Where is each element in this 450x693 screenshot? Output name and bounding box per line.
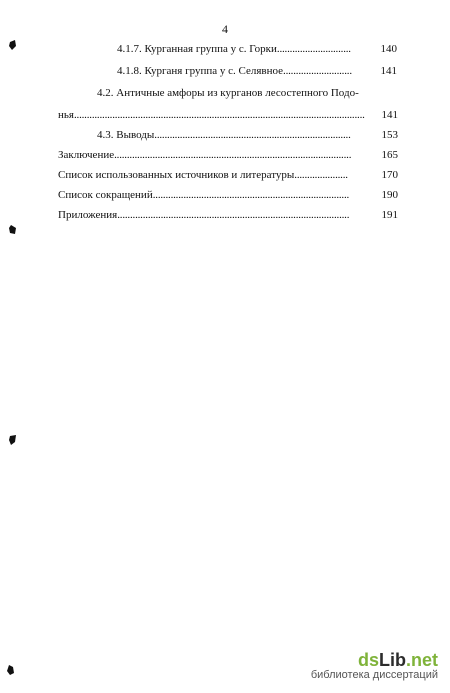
- watermark-subtitle: библиотека диссертаций: [310, 669, 438, 681]
- logo-lib: Lib: [378, 650, 406, 670]
- toc-entry-page: 141: [381, 109, 398, 121]
- toc-entry-title: Список сокращений: [58, 189, 153, 201]
- toc-entry-title: 4.1.8. Курганя группа у с. Селявное: [117, 65, 284, 77]
- toc-entry-sources: [58, 168, 364, 182]
- toc-entry-page: 165: [381, 149, 398, 161]
- toc-entry-leader: .............................................................................: [154, 129, 351, 141]
- toc-entry-4-1-7: [117, 42, 397, 56]
- page-number: 4: [222, 22, 228, 36]
- toc-entry-title: 4.1.7. Курганная группа у с. Горки: [117, 43, 277, 55]
- toc-entry-title: 4.3. Выводы: [97, 129, 155, 141]
- dslib-logo: [311, 650, 438, 671]
- dslib-watermark: [311, 650, 438, 681]
- toc-entry-leader: ..................................................................................................................: [73, 109, 365, 121]
- binding-mark-icon: [9, 435, 17, 445]
- binding-mark-icon: [9, 225, 17, 235]
- toc-entry-appendices: [58, 208, 364, 222]
- toc-entry-4-1-8: [117, 64, 397, 78]
- toc-entry-leader: ...........................................................................................: [117, 209, 350, 221]
- toc-entry-title: Заключение: [58, 149, 115, 161]
- toc-entry-leader: ...........................: [283, 65, 352, 77]
- toc-entry-title: Список использованных источников и литературы: [58, 169, 295, 181]
- toc-entry-leader: .....................: [294, 169, 348, 181]
- toc-entry-4-3: [97, 128, 365, 142]
- binding-mark-icon: [7, 665, 15, 675]
- toc-entry-leader: .............................................................................: [152, 189, 350, 201]
- toc-entry-abbreviations: [58, 188, 364, 202]
- toc-entry-page: 141: [380, 65, 397, 77]
- toc-entry-conclusion: [58, 148, 364, 162]
- toc-entry-page: 170: [381, 169, 398, 181]
- logo-net: .net: [405, 650, 438, 670]
- toc-entry-4-2: [97, 86, 385, 100]
- toc-entry-title: нья: [58, 109, 74, 121]
- toc-entry-leader: .............................................................................................: [114, 149, 352, 161]
- toc-entry-page: 153: [381, 129, 398, 141]
- toc-entry-leader: .............................: [276, 43, 351, 55]
- toc-entry-title: 4.2. Античные амфоры из курганов лесостепного Подо-: [97, 87, 359, 99]
- toc-entry-4-2-cont: [58, 108, 385, 122]
- binding-mark-icon: [9, 40, 17, 50]
- toc-entry-page: 191: [381, 209, 398, 221]
- toc-entry-page: 140: [380, 43, 397, 55]
- toc-entry-page: 190: [381, 189, 398, 201]
- logo-ds: ds: [357, 650, 379, 670]
- toc-entry-title: Приложения: [58, 209, 118, 221]
